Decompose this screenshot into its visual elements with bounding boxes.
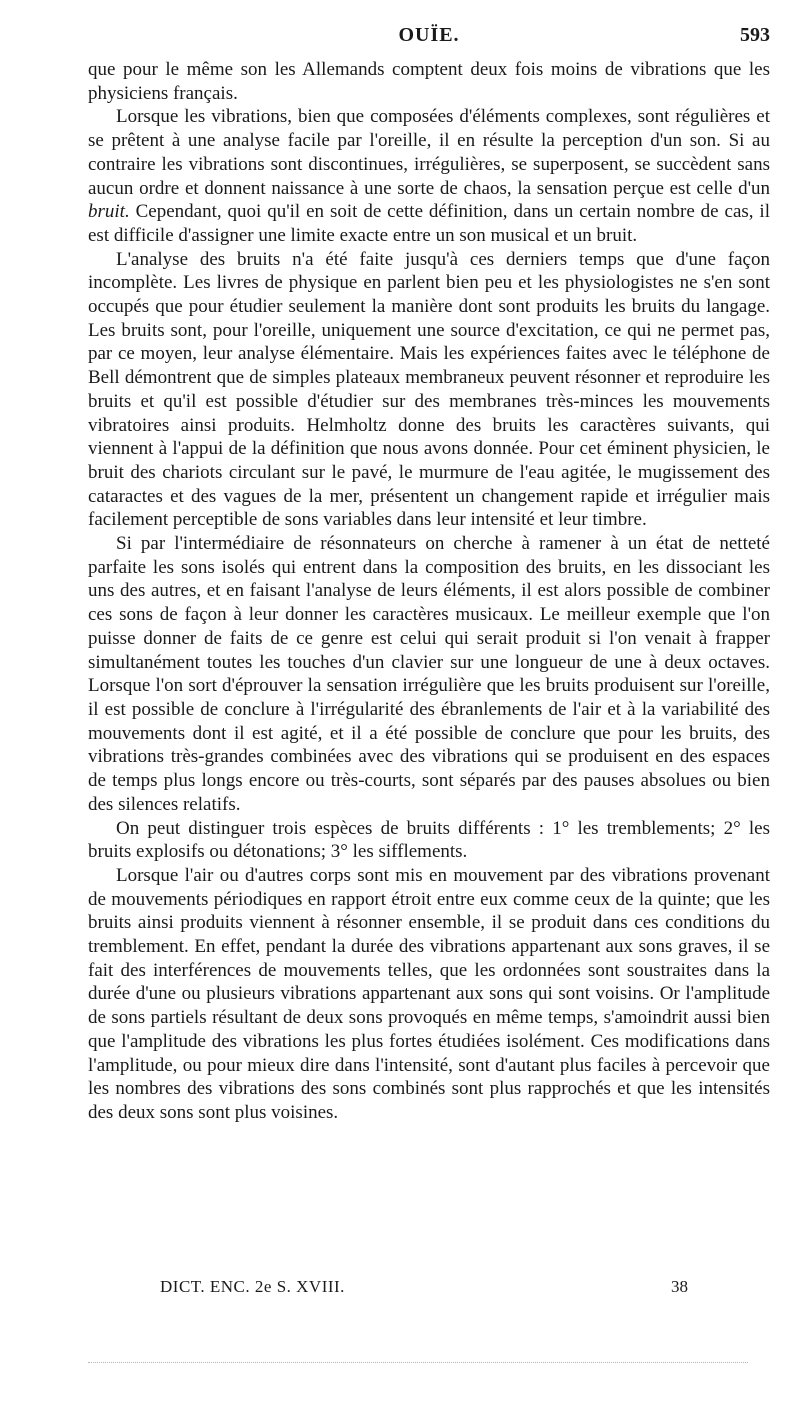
running-title: OUÏE.: [398, 24, 460, 46]
paragraph-5: On peut distinguer trois espèces de bruits différents : 1° les tremblements; 2° les bruits explosifs ou détonations; 3° les sifflements.: [88, 817, 770, 863]
paragraph-2: [88, 105, 770, 247]
running-header: [88, 24, 770, 52]
paragraph-3: L'analyse des bruits n'a été faite jusqu'à ces derniers temps que d'une façon incomplète. Les livres de physique en parlent bien peu et les physiologistes ne s'en sont occupés que pour étudier seulement la manière dont sont produits les bruits du langage. Les bruits sont, pour l'oreille, uniquement une source d'excitation, ce qui ne permet pas, par ce moyen, leur analyse élémentaire. Mais les expériences faites avec le téléphone de Bell démontrent que de simples plateaux membraneux peuvent résonner et reproduire les bruits et qu'il est possible d'étudier sur des membranes très-minces les mouvements vibratoires ainsi produits. Helmholtz donne des bruits les caractères suivants, qui viennent à l'appui de la définition que nous avons donnée. Pour cet éminent physicien, le bruit des chariots circulant sur le pavé, le murmure de l'eau agitée, le mugissement des cataractes et des vagues de la mer, présentent un changement rapide et irrégulier mais facilement perceptible de sons variables dans leur intensité et leur timbre.: [88, 248, 770, 531]
paragraph-2-text-before: Lorsque les vibrations, bien que composées d'éléments complexes, sont régulières et se prêtent à une analyse facile par l'oreille, il en résulte la perception d'un son. Si au contraire les vibrations sont discontinues, irrégulières, se superposent, se succèdent sans aucun ordre et donnent naissance à une sorte de chaos, la sensation perçue est celle d'un: [88, 106, 770, 199]
paragraph-2-text-after: Cependant, quoi qu'il en soit de cette définition, dans un certain nombre de cas, il est difficile d'assigner une limite exacte entre un son musical et un bruit.: [88, 201, 770, 246]
paragraph-2-emphasis: bruit.: [88, 201, 130, 223]
page-footer: [160, 1277, 688, 1303]
sheet-number: 38: [671, 1277, 688, 1296]
bleed-through-line: [88, 1362, 748, 1363]
text-body: [88, 58, 770, 1125]
paragraph-6: Lorsque l'air ou d'autres corps sont mis en mouvement par des vibrations provenant de mouvements périodiques en rapport étroit entre eux comme ceux de la quinte; que les bruits ainsi produits viennent à résonner ensemble, il se produit dans ces conditions du tremblement. En effet, pendant la durée des vibrations appartenant aux sons graves, il se fait des interférences de mouvements telles, que les ordonnées sont soustraites dans la durée d'une ou plusieurs vibrations appartenant aux sons qui sont voisins. Or l'amplitude de sons partiels résultant de deux sons provoqués en même temps, s'amoindrit aussi bien que l'amplitude des vibrations les plus fortes étudiées isolément. Ces modifications dans l'amplitude, ou pour mieux dire dans l'intensité, sont d'autant plus faciles à percevoir que les nombres des vibrations des sons combinés sont plus rapprochés et que les intensités des deux sons sont plus voisines.: [88, 864, 770, 1123]
page-number: 593: [740, 24, 770, 46]
paragraph-4: Si par l'intermédiaire de résonnateurs on cherche à ramener à un état de netteté parfaite les sons isolés qui entrent dans la composition des bruits, en les dissociant les uns des autres, et en faisant l'analyse de leurs éléments, il est alors possible de combiner ces sons de façon à leur donner les caractères musicaux. Le meilleur exemple que l'on puisse donner de faits de ce genre est celui qui serait produit si l'on venait à frapper simultanément toutes les touches d'un clavier sur une longueur de une à deux octaves. Lorsque l'on sort d'éprouver la sensation irrégulière que les bruits produisent sur l'oreille, il est possible de conclure à l'irrégularité des ébranlements de l'air et à la variabilité des mouvements dont il est agité, et il a été possible de conclure que pour les bruits, des vibrations très-grandes combinées avec des vibrations qui se produisent en des espaces de temps plus longs encore ou très-courts, sont séparés par des pauses absolues ou bien des silences relatifs.: [88, 533, 770, 815]
paragraph-1: que pour le même son les Allemands comptent deux fois moins de vibrations que les physiciens français.: [88, 59, 770, 104]
signature-mark: DICT. ENC. 2e S. XVIII.: [160, 1277, 345, 1296]
